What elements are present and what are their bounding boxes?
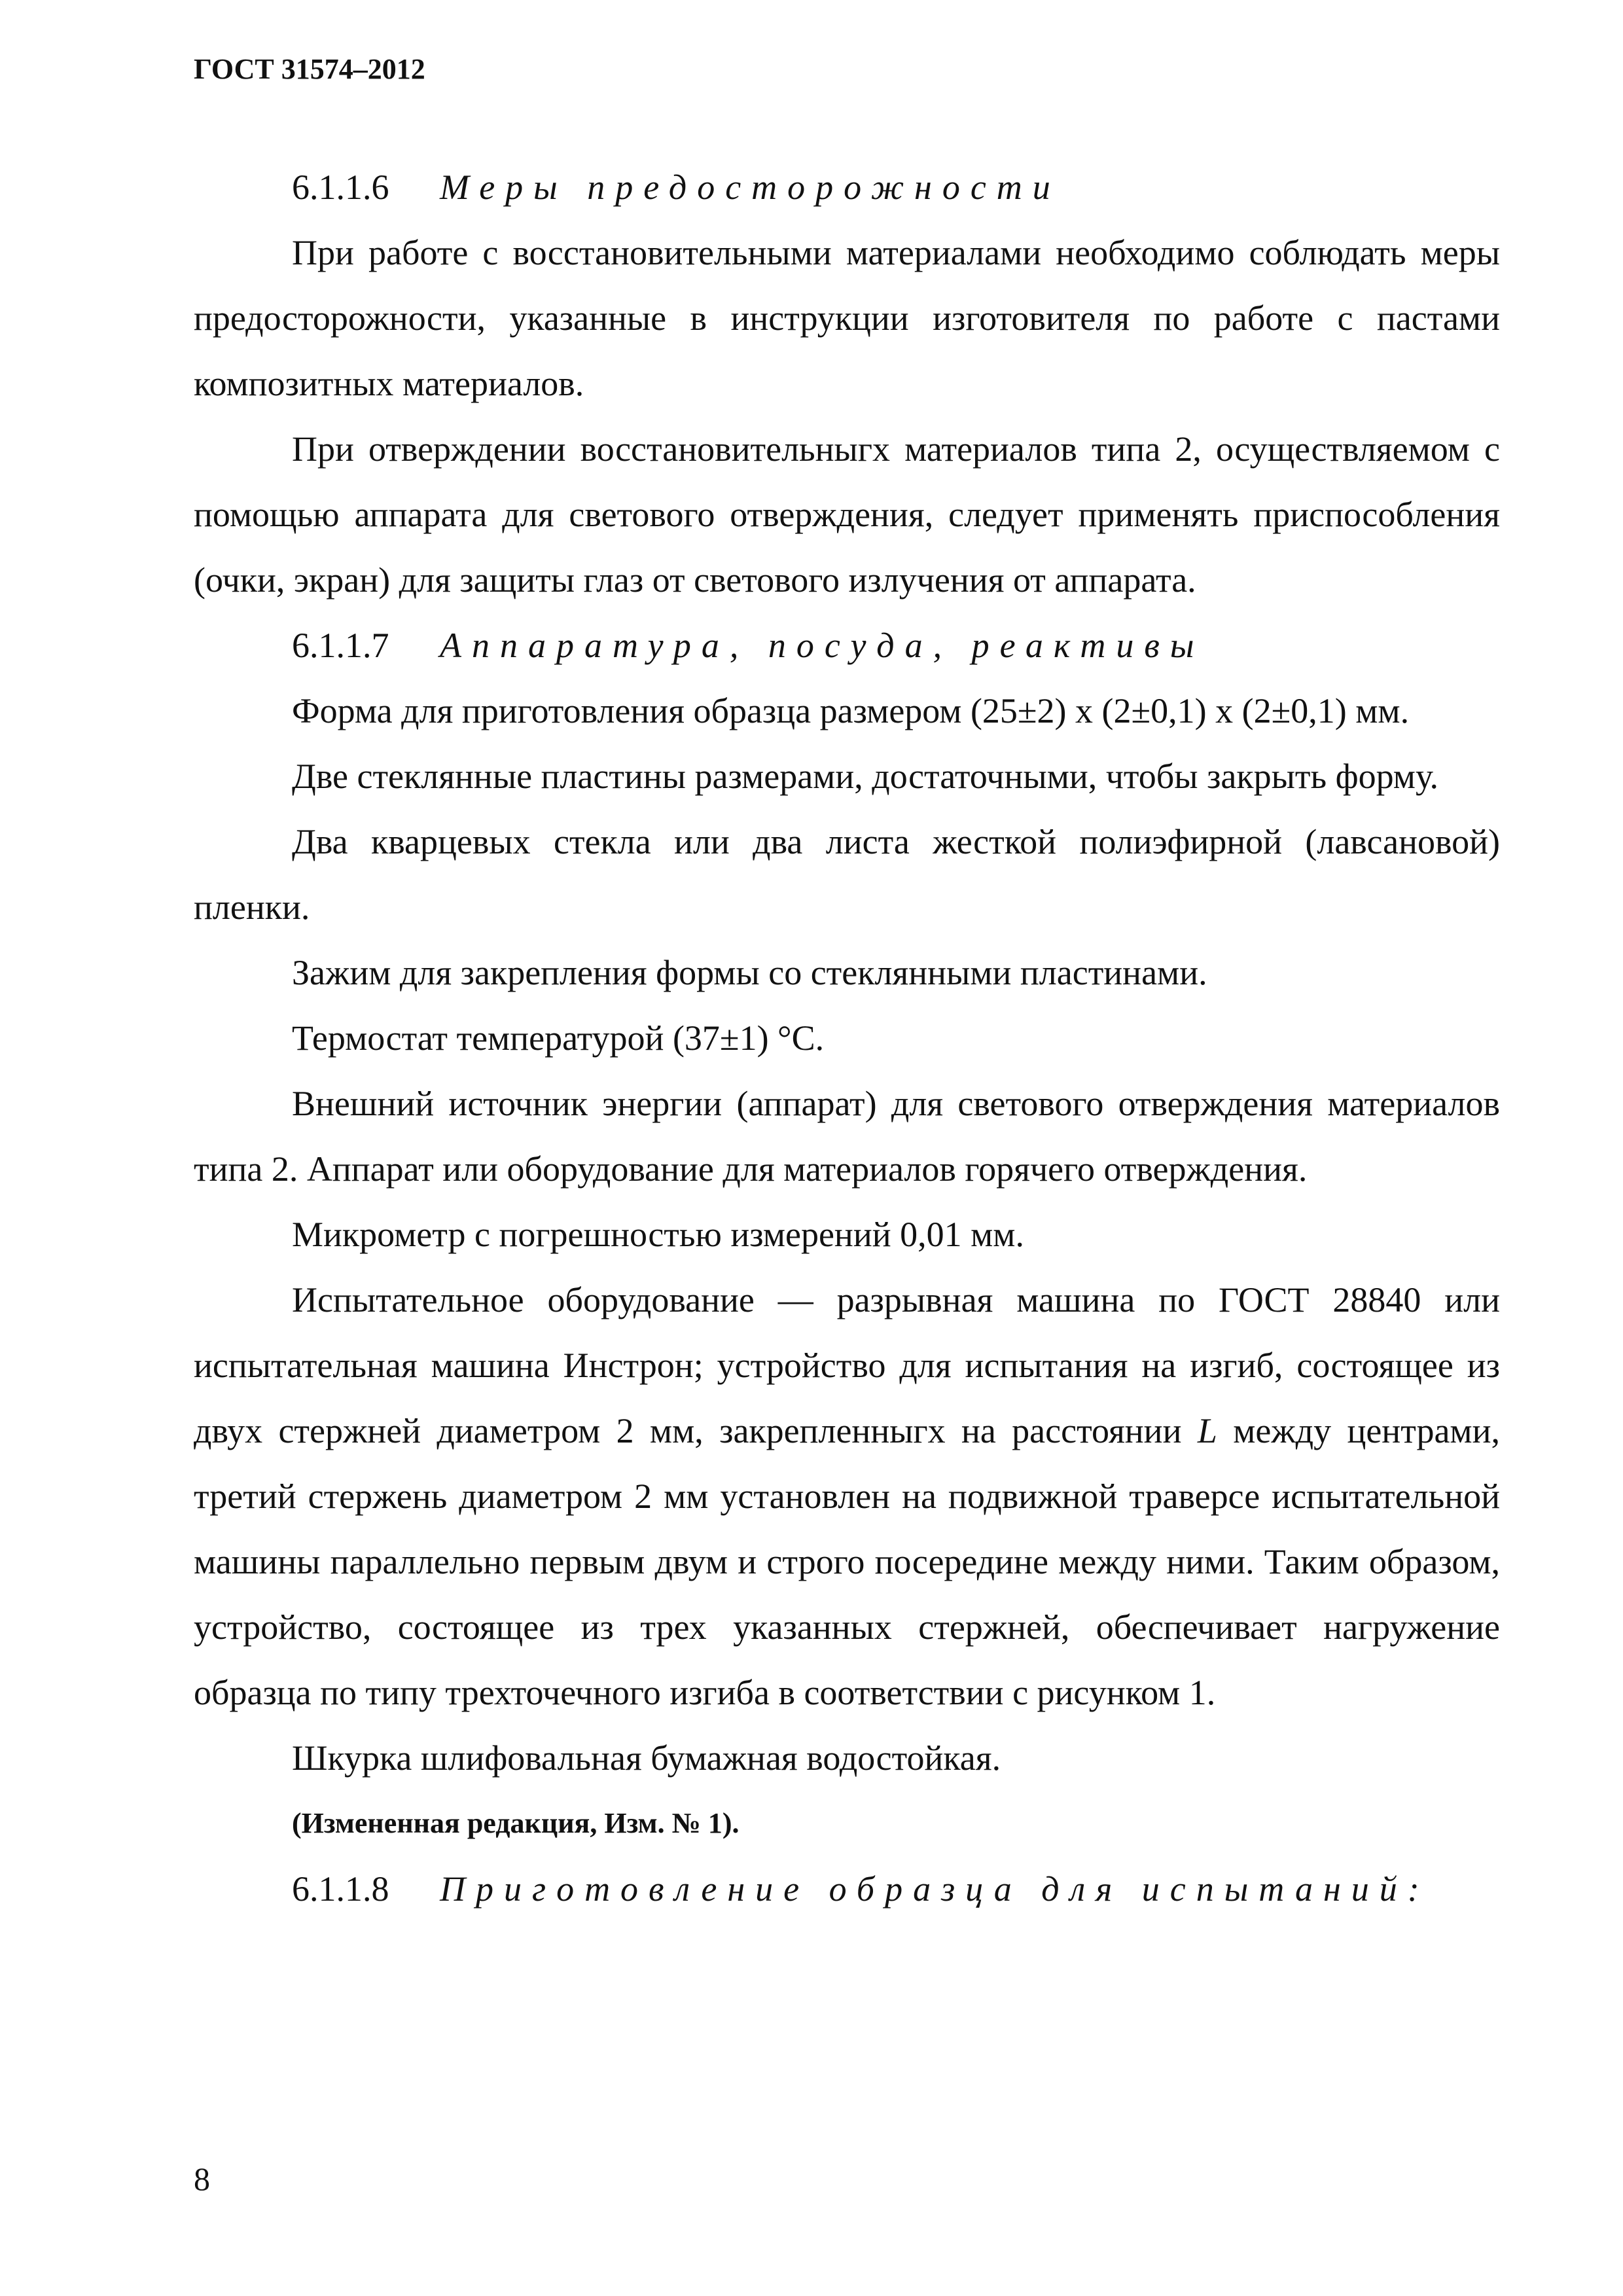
- paragraph-text: Испытательное оборудование — разрывная машина по ГОСТ 28840 или испытательная машина Инстрон; устройство для испытания на изгиб, состоящее из двух стержней диаметром 2 мм, закрепленныгх на расстоянии: [194, 1280, 1500, 1450]
- document-body: [194, 154, 1500, 1922]
- paragraph-text: между центрами, третий стержень диаметром 2 мм установлен на подвижной траверсе испытательной машины параллельно первым двум и строго посередине между ними. Таким образом, устройство, состоящее из трех указанных стержней, обеспечивает нагружение образца по типу трехточечного изгиба в соответствии с рисунком 1.: [194, 1411, 1501, 1712]
- variable-l: L: [1197, 1411, 1217, 1450]
- paragraph: Две стеклянные пластины размерами, достаточными, чтобы закрыть форму.: [292, 757, 1439, 796]
- paragraph: Форма для приготовления образца размером (25±2) х (2±0,1) х (2±0,1) мм.: [292, 691, 1410, 730]
- paragraph: Термостат температурой (37±1) °С.: [292, 1018, 825, 1058]
- paragraph: Внешний источник энергии (аппарат) для светового отверждения материалов типа 2. Аппарат или оборудование для материалов горячего отверждения.: [194, 1084, 1500, 1189]
- section-heading-6-1-1-6: [194, 154, 1500, 220]
- section-title: Аппаратура, посуда, реактивы: [440, 626, 1205, 665]
- paragraph: Шкурка шлифовальная бумажная водостойкая.: [292, 1738, 1001, 1778]
- section-title: Приготовление образца для испытаний:: [440, 1869, 1430, 1909]
- section-heading-6-1-1-7: [194, 613, 1500, 678]
- paragraph: Микрометр с погрешностью измерений 0,01 мм.: [292, 1215, 1024, 1254]
- paragraph: При отверждении восстановительныгх материалов типа 2, осуществляемом с помощью аппарата для светового отверждения, следует применять приспособления (очки, экран) для защиты глаз от светового излучения от аппарата.: [194, 429, 1500, 600]
- paragraph-test-equipment: [194, 1267, 1500, 1725]
- document-header: ГОСТ 31574–2012: [194, 53, 425, 85]
- section-number: 6.1.1.6: [292, 168, 389, 207]
- paragraph: При работе с восстановительными материалами необходимо соблюдать меры предосторожности, указанные в инструкции изготовителя по работе с пастами композитных материалов.: [194, 233, 1500, 403]
- page-number: 8: [194, 2161, 210, 2197]
- paragraph: Два кварцевых стекла или два листа жесткой полиэфирной (лавсановой) пленки.: [194, 822, 1500, 927]
- section-title: Меры предосторожности: [440, 168, 1061, 207]
- section-number: 6.1.1.8: [292, 1869, 389, 1909]
- section-heading-6-1-1-8: [194, 1856, 1500, 1922]
- section-number: 6.1.1.7: [292, 626, 389, 665]
- paragraph: Зажим для закрепления формы со стеклянными пластинами.: [292, 953, 1207, 992]
- amendment-note: (Измененная редакция, Изм. № 1).: [292, 1807, 740, 1839]
